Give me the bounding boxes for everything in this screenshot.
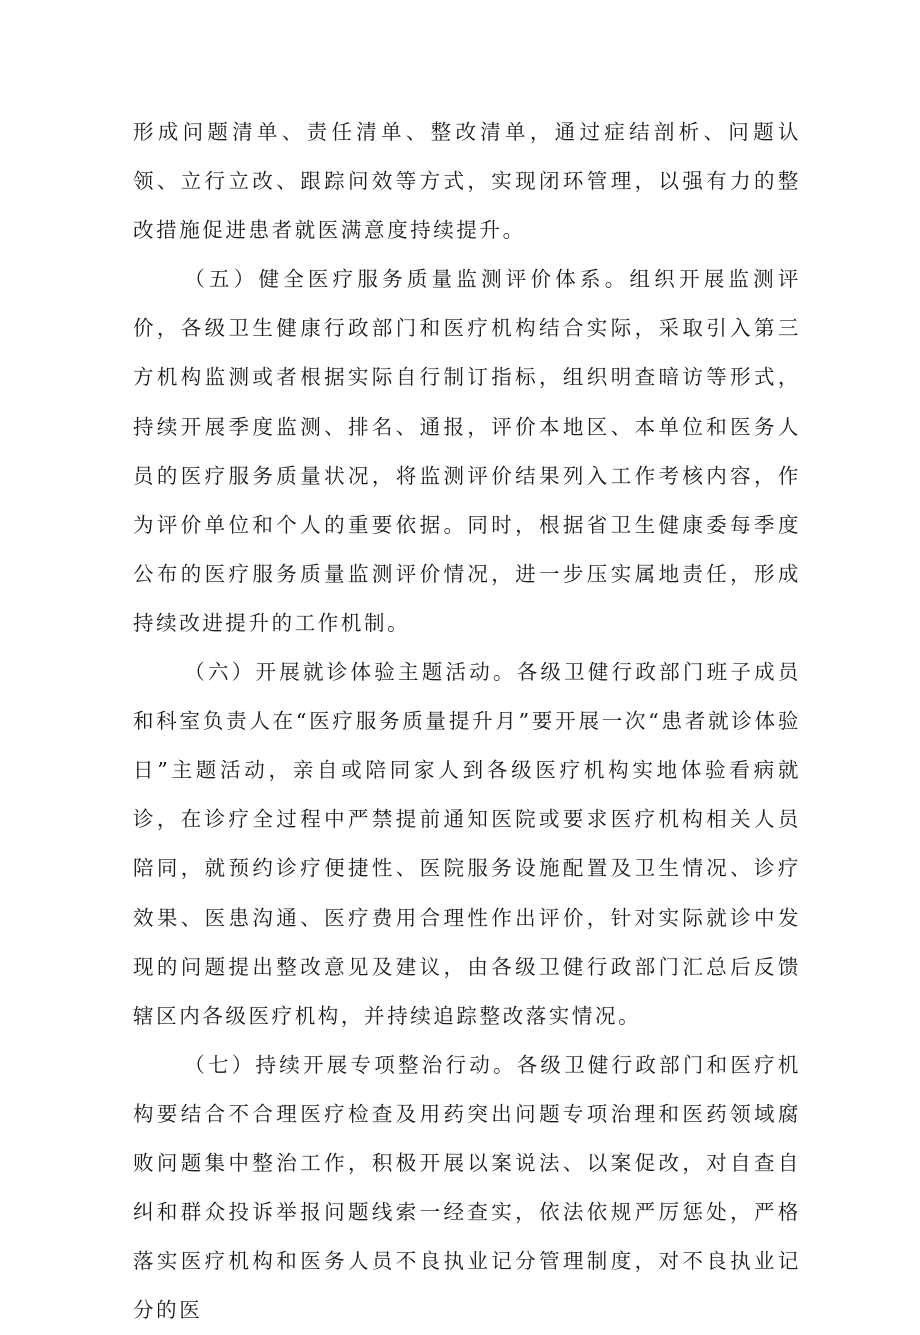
document-body <box>133 108 801 1335</box>
paragraph-continuation: 形成问题清单、责任清单、整改清单，通过症结剖析、问题认领、立行立改、跟踪问效等方式，实现闭环管理，以强有力的整改措施促进患者就医满意度持续提升。 <box>133 120 801 243</box>
paragraph-section-6: （六）开展就诊体验主题活动。各级卫健行政部门班子成员和科室负责人在“医疗服务质量提升月”要开展一次“患者就诊体验日”主题活动，亲自或陪同家人到各级医疗机构实地体验看病就诊，在诊疗全过程中严禁提前通知医院或要求医疗机构相关人员陪同，就预约诊疗便捷性、医院服务设施配置及卫生情况、诊疗效果、医患沟通、医疗费用合理性作出评价，针对实际就诊中发现的问题提出整改意见及建议，由各级卫健行政部门汇总后反馈辖区内各级医疗机构，并持续追踪整改落实情况。 <box>133 660 801 1028</box>
paragraph-section-5: （五）健全医疗服务质量监测评价体系。组织开展监测评价，各级卫生健康行政部门和医疗机构结合实际，采取引入第三方机构监测或者根据实际自行制订指标，组织明查暗访等形式，持续开展季度监测、排名、通报，评价本地区、本单位和医务人员的医疗服务质量状况，将监测评价结果列入工作考核内容，作为评价单位和个人的重要依据。同时，根据省卫生健康委每季度公布的医疗服务质量监测评价情况，进一步压实属地责任，形成持续改进提升的工作机制。 <box>133 267 801 635</box>
paragraph-section-7: （七）持续开展专项整治行动。各级卫健行政部门和医疗机构要结合不合理医疗检查及用药突出问题专项治理和医药领域腐败问题集中整治工作，积极开展以案说法、以案促改，对自查自纠和群众投诉举报问题线索一经查实，依法依规严厉惩处，严格落实医疗机构和医务人员不良执业记分管理制度，对不良执业记分的医 <box>133 1052 801 1323</box>
